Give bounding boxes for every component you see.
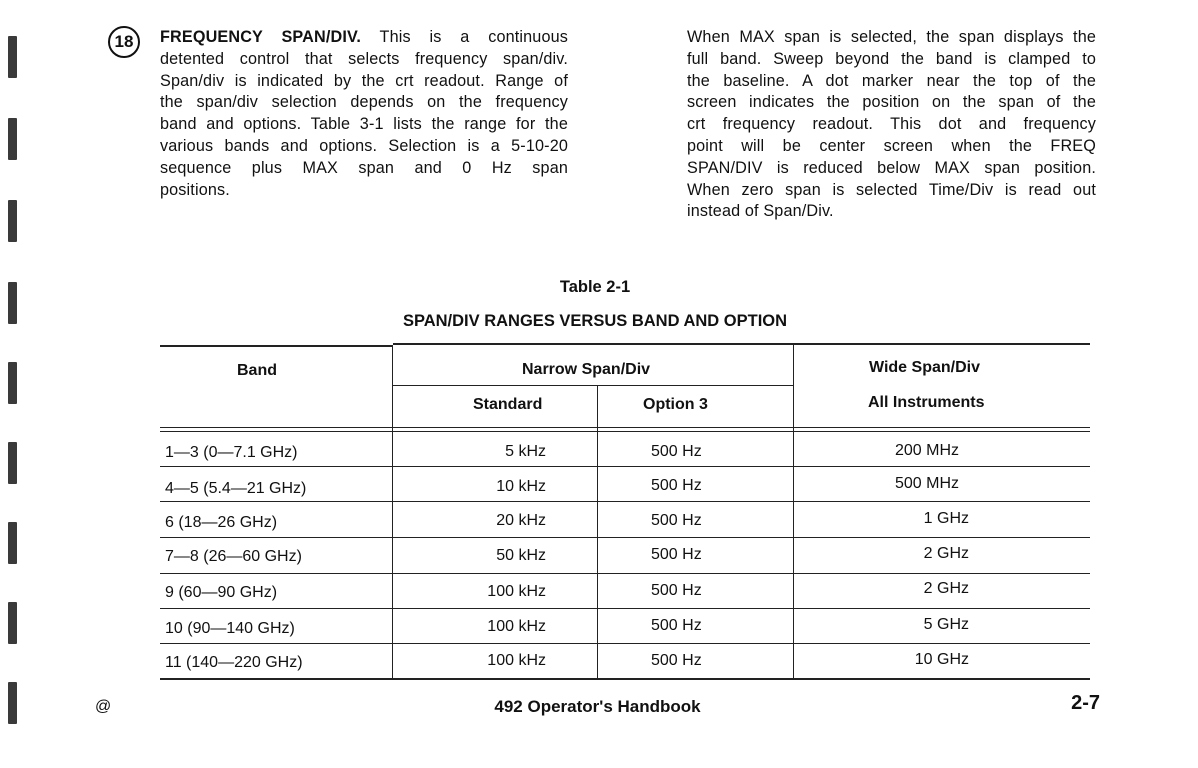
binder-hole: [8, 602, 17, 644]
cell-option3: 500 Hz: [651, 617, 702, 634]
binder-hole: [8, 118, 17, 160]
left-column: [160, 27, 568, 201]
header-narrow: Narrow Span/Div: [522, 361, 651, 378]
cell-wide: 500 MHz: [895, 475, 960, 492]
item-number: 18: [108, 26, 140, 58]
footer-title: 492 Operator's Handbook: [494, 697, 701, 716]
binder-hole: [8, 362, 17, 404]
row-rule: [160, 573, 1090, 574]
text-line: FREQUENCY SPAN/DIV. This is a continuous: [160, 28, 568, 46]
narrow-header-rule: [393, 385, 793, 386]
right-column: [687, 27, 1096, 223]
header-double-rule: [160, 431, 1090, 432]
table-bottom-rule: [160, 678, 1090, 680]
cell-standard: 10 kHz: [496, 478, 546, 495]
col-divider: [597, 386, 598, 678]
col-divider: [793, 343, 794, 678]
table-top-rule: [160, 345, 393, 347]
cell-band: 11 (140—220 GHz): [165, 654, 303, 671]
header-option3: Option 3: [643, 396, 708, 413]
text-line: the span/div selection depends on the frequency: [160, 93, 568, 112]
table-title: SPAN/DIV RANGES VERSUS BAND AND OPTION: [402, 312, 788, 330]
cell-wide: 10 GHz: [914, 651, 969, 668]
header-all-instruments: All Instruments: [868, 394, 985, 411]
binder-hole: [8, 522, 17, 564]
text-line: When MAX span is selected, the span displays the: [687, 28, 1096, 46]
text-line: When zero span is selected Time/Div is read out: [687, 180, 1096, 199]
cell-band: 7—8 (26—60 GHz): [165, 548, 302, 565]
text-line: various bands and options. Selection is a 5-10-20: [160, 136, 568, 155]
cell-band: 10 (90—140 GHz): [165, 620, 295, 637]
text-line: band and options. Table 3-1 lists the range for the: [160, 115, 568, 134]
header-band: Band: [237, 362, 277, 379]
cell-standard: 5 kHz: [505, 443, 546, 460]
cell-option3: 500 Hz: [651, 477, 702, 494]
row-rule: [160, 643, 1090, 644]
table-number: Table 2-1: [559, 278, 631, 296]
text-line: crt frequency readout. This dot and frequency: [687, 115, 1096, 134]
cell-standard: 100 kHz: [487, 583, 546, 600]
cell-wide: 1 GHz: [923, 510, 969, 527]
cell-option3: 500 Hz: [651, 652, 702, 669]
cell-standard: 100 kHz: [487, 618, 546, 635]
row-rule: [160, 608, 1090, 609]
text-line: SPAN/DIV is reduced below MAX span position.: [687, 158, 1096, 177]
cell-standard: 20 kHz: [496, 512, 546, 529]
row-rule: [160, 537, 1090, 538]
cell-band: 9 (60—90 GHz): [165, 584, 278, 601]
binder-hole: [8, 442, 17, 484]
cell-option3: 500 Hz: [651, 546, 702, 563]
header-standard: Standard: [473, 396, 543, 413]
cell-wide: 5 GHz: [923, 616, 969, 633]
cell-option3: 500 Hz: [651, 512, 702, 529]
cell-standard: 50 kHz: [496, 547, 546, 564]
header-wide: Wide Span/Div: [869, 359, 980, 376]
cell-wide: 2 GHz: [923, 545, 969, 562]
text-line: detented control that selects frequency span/div.: [160, 49, 568, 68]
text-line: instead of Span/Div.: [687, 202, 834, 221]
text-line: point will be center screen when the FREQ: [687, 136, 1096, 155]
row-rule: [160, 501, 1090, 502]
cell-band: 4—5 (5.4—21 GHz): [165, 480, 307, 497]
text-line: positions.: [160, 180, 230, 199]
section-heading: FREQUENCY SPAN/DIV.: [160, 28, 362, 46]
col-divider: [392, 345, 393, 678]
page-number: 2-7: [1071, 692, 1100, 714]
header-double-rule: [160, 427, 1090, 428]
cell-option3: 500 Hz: [651, 443, 702, 460]
cell-option3: 500 Hz: [651, 582, 702, 599]
cell-band: 1—3 (0—7.1 GHz): [165, 444, 298, 461]
cell-wide: 200 MHz: [895, 442, 960, 459]
text-line: screen indicates the position on the span of the: [687, 93, 1096, 112]
text-line: sequence plus MAX span and 0 Hz span: [160, 158, 568, 177]
binder-hole: [8, 200, 17, 242]
binder-hole: [8, 36, 17, 78]
cell-wide: 2 GHz: [923, 580, 969, 597]
text-line: the baseline. A dot marker near the top of the: [687, 71, 1096, 90]
row-rule: [160, 466, 1090, 467]
text-line: Span/div is indicated by the crt readout. Range of: [160, 71, 568, 90]
cell-band: 6 (18—26 GHz): [165, 514, 278, 531]
footer-symbol: @: [95, 698, 112, 715]
cell-standard: 100 kHz: [487, 652, 546, 669]
table-top-rule: [393, 343, 1090, 345]
text-line: full band. Sweep beyond the band is clamped to: [687, 49, 1096, 68]
